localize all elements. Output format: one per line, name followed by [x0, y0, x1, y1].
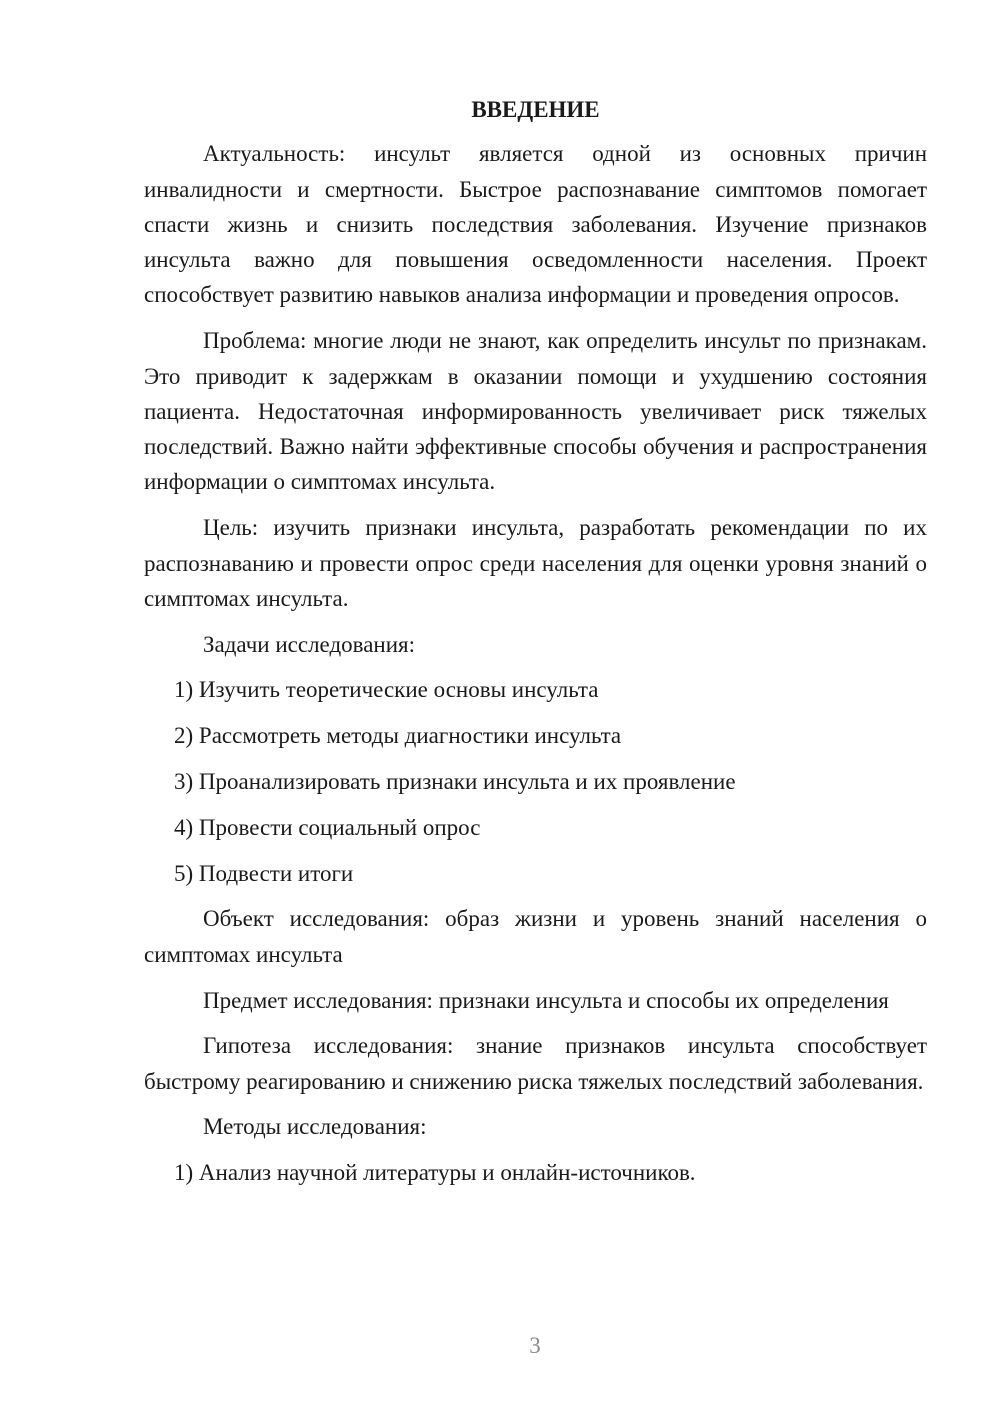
- task-item: 2) Рассмотреть методы диагностики инсульта: [174, 723, 622, 749]
- tasks-heading: Задачи исследования:: [203, 631, 416, 657]
- methods-heading: Методы исследования:: [203, 1114, 427, 1140]
- subject-paragraph: Предмет исследования: признаки инсульта и способы их определения: [203, 987, 889, 1013]
- task-item: 3) Проанализировать признаки инсульта и их проявление: [174, 769, 736, 795]
- method-item: 1) Анализ научной литературы и онлайн-источников.: [174, 1160, 696, 1186]
- section-title: ВВЕДЕНИЕ: [471, 97, 600, 122]
- problem-paragraph: Проблема: многие люди не знают, как определить инсульт по признакам. Это приводит к задержкам в оказании помощи и ухудшению состояния пациента. Недостаточная информированность увеличивает риск тяжелых последствий. Важно найти эффективные способы обучения и распространения информации о симптомах инсульта.: [144, 328, 927, 495]
- methods-list: [144, 1155, 927, 1190]
- page-number: 3: [529, 1333, 541, 1358]
- task-item: 5) Подвести итоги: [174, 860, 354, 886]
- relevance-paragraph: Актуальность: инсульт является одной из основных причин инвалидности и смертности. Быстрое распознавание симптомов помогает спасти жизнь и снизить последствия заболевания. Изучение признаков инсульта важно для повышения осведомленности населения. Проект способствует развитию навыков анализа информации и проведения опросов.: [144, 141, 927, 308]
- task-item: 4) Провести социальный опрос: [174, 814, 481, 840]
- object-paragraph: Объект исследования: образ жизни и уровень знаний населения о симптомах инсульта: [144, 906, 927, 967]
- page-body: [144, 92, 927, 1201]
- tasks-list: [144, 672, 927, 890]
- goal-paragraph: Цель: изучить признаки инсульта, разработать рекомендации по их распознаванию и провести опрос среди населения для оценки уровня знаний о симптомах инсульта.: [144, 515, 927, 611]
- task-item: 1) Изучить теоретические основы инсульта: [174, 677, 599, 703]
- hypothesis-paragraph: Гипотеза исследования: знание признаков инсульта способствует быстрому реагированию и снижению риска тяжелых последствий заболевания.: [144, 1033, 927, 1094]
